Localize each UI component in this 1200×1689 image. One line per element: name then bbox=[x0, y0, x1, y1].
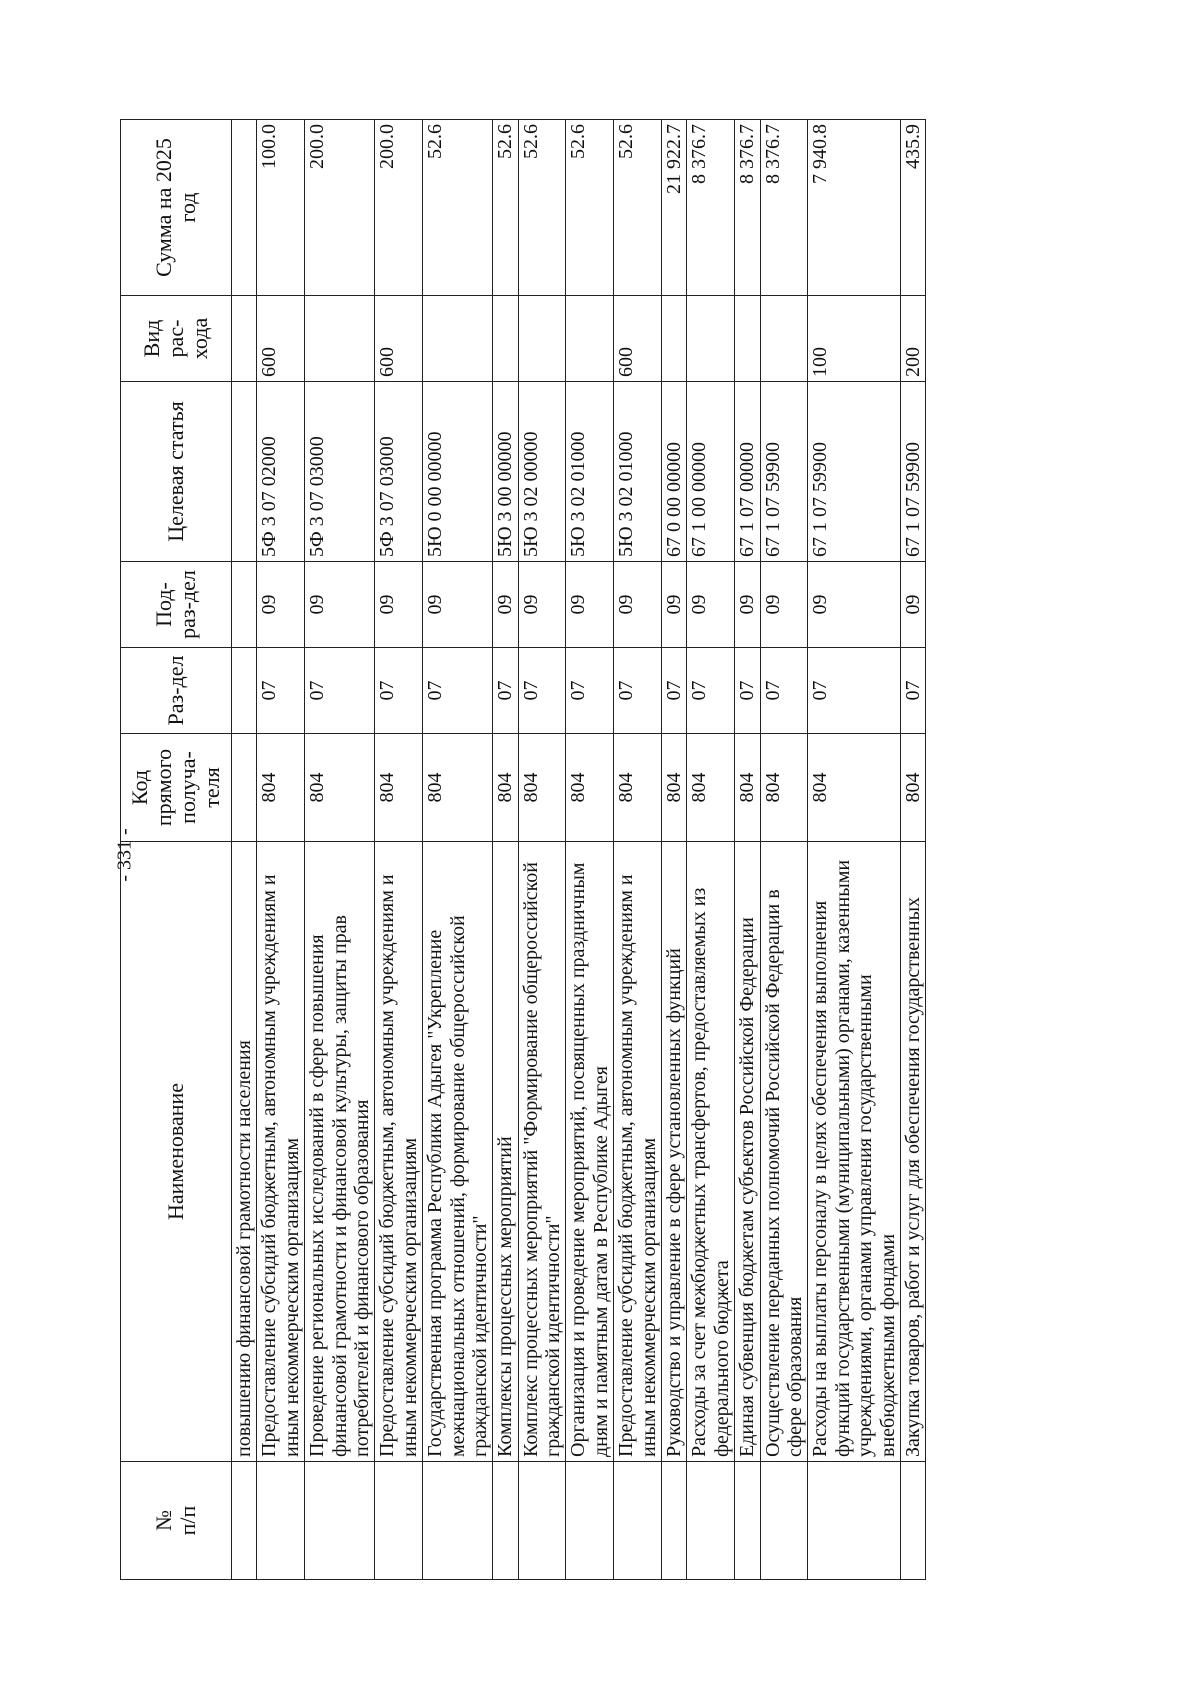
table-row bbox=[735, 120, 760, 1580]
cell-recipient: 804 bbox=[687, 734, 735, 842]
cell-recipient: 804 bbox=[760, 734, 808, 842]
cell-subsection: 09 bbox=[566, 562, 614, 648]
cell-subsection: 09 bbox=[808, 562, 901, 648]
cell-subsection: 09 bbox=[900, 562, 925, 648]
cell-section: 07 bbox=[735, 648, 760, 734]
cell-subsection: 09 bbox=[493, 562, 518, 648]
cell-num bbox=[423, 1462, 493, 1580]
page-number: - 331 - bbox=[113, 828, 136, 882]
cell-name: Комплексы процессных мероприятий bbox=[493, 842, 518, 1462]
cell-name: Предоставление субсидий бюджетным, автономным учреждениям и иным некоммерческим организациям bbox=[614, 842, 662, 1462]
header-sum: Сумма на 2025 год bbox=[121, 120, 232, 296]
cell-num bbox=[760, 1462, 808, 1580]
table-row bbox=[493, 120, 518, 1580]
cell-expense: 600 bbox=[375, 296, 423, 382]
cell-num bbox=[687, 1462, 735, 1580]
cell-name: Проведение региональных исследований в сфере повышения финансовой грамотности и финансовой культуры, защиты прав потребителей и финансового образования bbox=[305, 842, 375, 1462]
cell-num bbox=[232, 1462, 257, 1580]
header-target: Целевая статья bbox=[121, 382, 232, 562]
cell-subsection: 09 bbox=[614, 562, 662, 648]
cell-name: Организация и проведение мероприятий, посвященных праздничным дням и памятным датам в Республике Адыгея bbox=[566, 842, 614, 1462]
cell-name: Закупка товаров, работ и услуг для обеспечения государственных bbox=[900, 842, 925, 1462]
cell-recipient: 804 bbox=[662, 734, 687, 842]
cell-target: 5Ф 3 07 02000 bbox=[257, 382, 305, 562]
cell-recipient: 804 bbox=[423, 734, 493, 842]
cell-name: Осуществление переданных полномочий Российской Федерации в сфере образования bbox=[760, 842, 808, 1462]
cell-target: 5Ю 0 00 00000 bbox=[423, 382, 493, 562]
cell-target: 67 1 07 59900 bbox=[808, 382, 901, 562]
table-row bbox=[375, 120, 423, 1580]
cell-sum: 200.0 bbox=[375, 120, 423, 296]
cell-recipient: 804 bbox=[900, 734, 925, 842]
cell-recipient: 804 bbox=[518, 734, 566, 842]
cell-section: 07 bbox=[518, 648, 566, 734]
cell-num bbox=[566, 1462, 614, 1580]
cell-section: 07 bbox=[662, 648, 687, 734]
cell-target: 5Ю 3 02 01000 bbox=[614, 382, 662, 562]
cell-sum: 435.9 bbox=[900, 120, 925, 296]
cell-subsection: 09 bbox=[375, 562, 423, 648]
table-row bbox=[518, 120, 566, 1580]
cell-name: Расходы на выплаты персоналу в целях обеспечения выполнения функций государственными (муниципальными) органами, казенными учреждениями, органами управления государственными внебюджетными фондами bbox=[808, 842, 901, 1462]
cell-recipient: 804 bbox=[257, 734, 305, 842]
table-row bbox=[232, 120, 257, 1580]
cell-num bbox=[808, 1462, 901, 1580]
cell-sum: 200.0 bbox=[305, 120, 375, 296]
cell-sum: 8 376.7 bbox=[687, 120, 735, 296]
cell-sum: 52.6 bbox=[614, 120, 662, 296]
cell-subsection: 09 bbox=[423, 562, 493, 648]
cell-recipient bbox=[232, 734, 257, 842]
cell-section bbox=[232, 648, 257, 734]
cell-recipient: 804 bbox=[566, 734, 614, 842]
table-header-row bbox=[121, 120, 232, 1580]
cell-name: Государственная программа Республики Адыгея "Укрепление межнациональных отношений, формирование общероссийской гражданской идентичности" bbox=[423, 842, 493, 1462]
cell-name: повышению финансовой грамотности населения bbox=[232, 842, 257, 1462]
cell-section: 07 bbox=[760, 648, 808, 734]
header-recipient: Код прямого получа-теля bbox=[121, 734, 232, 842]
table-row bbox=[566, 120, 614, 1580]
header-section: Раз-дел bbox=[121, 648, 232, 734]
table-row bbox=[808, 120, 901, 1580]
header-name: Наименование bbox=[121, 842, 232, 1462]
cell-name: Комплекс процессных мероприятий "Формирование общероссийской гражданской идентичности" bbox=[518, 842, 566, 1462]
cell-section: 07 bbox=[257, 648, 305, 734]
cell-target: 67 1 07 59900 bbox=[760, 382, 808, 562]
cell-recipient: 804 bbox=[493, 734, 518, 842]
cell-name: Единая субвенция бюджетам субъектов Российской Федерации bbox=[735, 842, 760, 1462]
cell-name: Предоставление субсидий бюджетным, автономным учреждениям и иным некоммерческим организациям bbox=[375, 842, 423, 1462]
cell-subsection: 09 bbox=[760, 562, 808, 648]
cell-sum: 52.6 bbox=[493, 120, 518, 296]
cell-section: 07 bbox=[493, 648, 518, 734]
header-subsection: Под-раз-дел bbox=[121, 562, 232, 648]
cell-sum: 8 376.7 bbox=[760, 120, 808, 296]
cell-sum: 8 376.7 bbox=[735, 120, 760, 296]
table-row bbox=[687, 120, 735, 1580]
table-body bbox=[232, 120, 926, 1580]
cell-sum bbox=[232, 120, 257, 296]
cell-subsection: 09 bbox=[662, 562, 687, 648]
cell-recipient: 804 bbox=[735, 734, 760, 842]
cell-sum: 52.6 bbox=[518, 120, 566, 296]
cell-expense bbox=[760, 296, 808, 382]
rotated-table-container bbox=[120, 120, 1160, 1580]
cell-target: 5Ф 3 07 03000 bbox=[375, 382, 423, 562]
cell-num bbox=[735, 1462, 760, 1580]
cell-sum: 21 922.7 bbox=[662, 120, 687, 296]
cell-expense: 100 bbox=[808, 296, 901, 382]
cell-expense: 600 bbox=[614, 296, 662, 382]
cell-expense bbox=[232, 296, 257, 382]
cell-section: 07 bbox=[808, 648, 901, 734]
cell-subsection: 09 bbox=[687, 562, 735, 648]
cell-expense: 600 bbox=[257, 296, 305, 382]
cell-subsection bbox=[232, 562, 257, 648]
cell-subsection: 09 bbox=[735, 562, 760, 648]
cell-section: 07 bbox=[687, 648, 735, 734]
cell-section: 07 bbox=[305, 648, 375, 734]
cell-num bbox=[375, 1462, 423, 1580]
cell-name: Предоставление субсидий бюджетным, автономным учреждениям и иным некоммерческим организациям bbox=[257, 842, 305, 1462]
cell-recipient: 804 bbox=[808, 734, 901, 842]
cell-target bbox=[232, 382, 257, 562]
cell-section: 07 bbox=[423, 648, 493, 734]
cell-section: 07 bbox=[375, 648, 423, 734]
cell-expense bbox=[518, 296, 566, 382]
cell-target: 5Ю 3 02 01000 bbox=[566, 382, 614, 562]
cell-expense bbox=[423, 296, 493, 382]
cell-num bbox=[518, 1462, 566, 1580]
cell-num bbox=[614, 1462, 662, 1580]
header-expense: Вид рас-хода bbox=[121, 296, 232, 382]
cell-expense bbox=[662, 296, 687, 382]
cell-subsection: 09 bbox=[518, 562, 566, 648]
cell-section: 07 bbox=[614, 648, 662, 734]
cell-expense bbox=[493, 296, 518, 382]
cell-target: 67 1 00 00000 bbox=[687, 382, 735, 562]
table-row bbox=[662, 120, 687, 1580]
cell-sum: 52.6 bbox=[423, 120, 493, 296]
budget-table bbox=[120, 119, 926, 1580]
cell-target: 67 1 07 00000 bbox=[735, 382, 760, 562]
cell-recipient: 804 bbox=[375, 734, 423, 842]
cell-sum: 7 940.8 bbox=[808, 120, 901, 296]
table-row bbox=[760, 120, 808, 1580]
cell-target: 5Ф 3 07 03000 bbox=[305, 382, 375, 562]
cell-expense: 200 bbox=[900, 296, 925, 382]
cell-name: Руководство и управление в сфере установленных функций bbox=[662, 842, 687, 1462]
header-num: № п/п bbox=[121, 1462, 232, 1580]
table-row bbox=[423, 120, 493, 1580]
cell-expense bbox=[305, 296, 375, 382]
cell-expense bbox=[687, 296, 735, 382]
table-row bbox=[614, 120, 662, 1580]
table-row bbox=[257, 120, 305, 1580]
cell-expense bbox=[566, 296, 614, 382]
cell-num bbox=[662, 1462, 687, 1580]
cell-num bbox=[305, 1462, 375, 1580]
cell-target: 67 0 00 00000 bbox=[662, 382, 687, 562]
cell-recipient: 804 bbox=[305, 734, 375, 842]
cell-subsection: 09 bbox=[257, 562, 305, 648]
cell-recipient: 804 bbox=[614, 734, 662, 842]
cell-section: 07 bbox=[566, 648, 614, 734]
cell-expense bbox=[735, 296, 760, 382]
cell-sum: 52.6 bbox=[566, 120, 614, 296]
cell-target: 5Ю 3 00 00000 bbox=[493, 382, 518, 562]
cell-num bbox=[493, 1462, 518, 1580]
cell-target: 5Ю 3 02 00000 bbox=[518, 382, 566, 562]
cell-num bbox=[900, 1462, 925, 1580]
table-row bbox=[305, 120, 375, 1580]
cell-section: 07 bbox=[900, 648, 925, 734]
cell-sum: 100.0 bbox=[257, 120, 305, 296]
cell-num bbox=[257, 1462, 305, 1580]
cell-subsection: 09 bbox=[305, 562, 375, 648]
cell-target: 67 1 07 59900 bbox=[900, 382, 925, 562]
table-row bbox=[900, 120, 925, 1580]
cell-name: Расходы за счет межбюджетных трансфертов, предоставляемых из федерального бюджета bbox=[687, 842, 735, 1462]
